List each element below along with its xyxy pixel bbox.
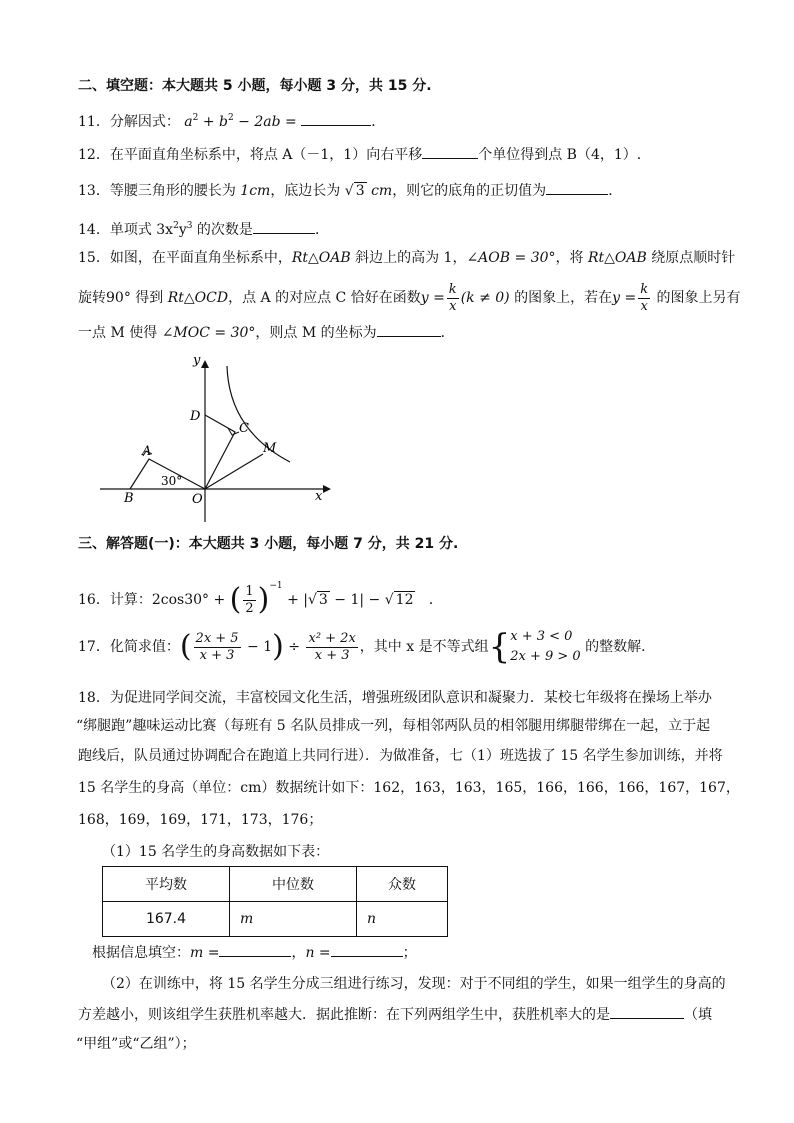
question-text: ，底边长为 (270, 183, 345, 199)
label-b: B (124, 491, 134, 506)
question-14 (78, 216, 329, 240)
angle-expr: ∠MOC = 30° (161, 325, 256, 341)
triangle-label: Rt△OAB (291, 250, 351, 266)
question-18-sub2-b (78, 1004, 712, 1025)
fraction-denominator: 2 (245, 600, 254, 616)
question-11: 11．分解因式： $a^2 + b^2 - 2ab$ = ． (78, 113, 386, 130)
answer-blank-n[interactable] (331, 942, 403, 957)
question-18-sub1: （1）15 名学生的身高数据如下表： (102, 844, 330, 860)
leg-length: 1cm (240, 183, 271, 199)
fraction-1 (194, 631, 241, 664)
unit: cm (371, 183, 393, 199)
fraction-denominator: x + 3 (199, 647, 235, 663)
question-text-cont: 个单位得到点 B（4，1）. (478, 147, 642, 163)
expr-term: + | (282, 592, 308, 608)
question-text: 方差越小，则该组学生获胜机率越大．据此推断：在下列两组学生中，获胜机率大的是 (78, 1007, 610, 1023)
question-18-p1 (78, 688, 712, 708)
radicand: 12 (395, 592, 414, 608)
question-text: 的图象上另有 (652, 290, 741, 306)
question-text: ，将 (555, 250, 588, 266)
cell-mode: n (357, 902, 448, 937)
function-condition: (k ≠ 0) (460, 290, 510, 306)
question-18-p5: 168，169，169，171，173，176； (78, 812, 323, 828)
label-a: A (142, 444, 152, 459)
cell-median: m (230, 902, 357, 937)
label-x: x (315, 489, 323, 504)
function-fraction (638, 282, 650, 315)
section-heading-fill-blank: 二、填空题：本大题共 5 小题，每小题 3 分，共 15 分. (78, 78, 432, 94)
fill-m-label: m = (190, 945, 220, 961)
fraction-2 (306, 631, 357, 664)
question-number: 12． (78, 147, 110, 163)
question-text: 斜边上的高为 1， (350, 250, 467, 266)
question-text: 的整数解． (580, 639, 656, 655)
question-18-p3: 跑线后，队员通过协调配合在跑道上共同行进）．为做准备，七（1）班选拔了 15 名学生参加训练，并将 (78, 748, 723, 764)
period: ． (428, 592, 443, 608)
question-18-sub2-a: （2）在训练中，将 15 名学生分成三组进行练习，发现：对于不同组的学生，如果一组学生的身高的 (102, 976, 726, 992)
answer-blank[interactable] (377, 322, 441, 337)
triangle-label: Rt△OCD (167, 290, 229, 306)
triangle-label: Rt△OAB (587, 250, 647, 266)
section-heading-solutions: 三、解答题(一)：本大题共 3 小题，每小题 7 分，共 21 分. (78, 536, 459, 552)
label-angle: 30° (161, 474, 183, 488)
inequality-1: x + 3 < 0 (510, 629, 573, 644)
question-text: ，点 A 的对应点 C 恰好在函数 (228, 290, 421, 306)
separator: ， (291, 945, 306, 961)
question-text: 为促进同学间交流，丰富校园文化生活，增强班级团队意识和凝聚力．某校七年级将在操场上举办 (109, 690, 712, 706)
half-fraction (243, 584, 255, 617)
fraction-numerator: x² + 2x (308, 630, 356, 646)
radicand: 3 (355, 183, 365, 199)
question-text: 计算： (109, 592, 152, 608)
question-text: 分解因式： (109, 114, 180, 130)
question-number: 15． (78, 250, 110, 266)
function-lhs: y = (420, 290, 445, 306)
answer-blank-m[interactable] (219, 942, 291, 957)
function-lhs: y = (612, 290, 637, 306)
header-median: 中位数 (230, 867, 357, 902)
header-mean: 平均数 (103, 867, 230, 902)
exponent: 3 (186, 221, 193, 231)
answer-blank[interactable] (253, 219, 315, 234)
question-text: 一点 M 使得 (78, 325, 162, 341)
period: ． (608, 183, 623, 199)
question-17: 17．化简求值：( $\frac{2x + 5}{x + 3}$ − 1) ÷ $\frac{\text{x² + 2x}}{x + 3}$ ，其中 x 是不等式组{ x + 3 < 0 2x + 9 > 0 的整数解． (78, 627, 656, 667)
answer-blank[interactable] (422, 144, 478, 159)
expr-term: − 1 (242, 639, 273, 655)
question-text: ，则点 M 的坐标为 (255, 325, 377, 341)
inequality-system (510, 627, 580, 667)
fraction-denominator: x (640, 298, 648, 314)
fraction-denominator: x + 3 (314, 647, 350, 663)
label-y: y (193, 353, 201, 368)
question-number: 16． (78, 592, 110, 608)
question-15-line2 (78, 280, 741, 316)
label-o: O (192, 492, 203, 507)
question-text: ，则它的底角的正切值为 (392, 183, 547, 199)
question-text: ，其中 x 是不等式组 (359, 639, 489, 655)
expr-a: a (184, 114, 193, 130)
fraction-numerator: k (448, 281, 457, 297)
cell-mean: 167.4 (103, 902, 230, 937)
question-text: 根据信息填空： (92, 945, 190, 961)
exponent: 2 (173, 221, 179, 231)
answer-blank[interactable] (610, 1004, 684, 1019)
answer-blank[interactable] (301, 111, 371, 126)
table-row (103, 902, 448, 937)
operator: ÷ (283, 639, 305, 655)
question-text: 如图，在平面直角坐标系中， (109, 250, 292, 266)
expr-term: 2cos30° + (151, 592, 230, 608)
question-text: 的次数是 (192, 222, 253, 238)
label-m: M (263, 441, 277, 456)
question-text: 的图象上，若在 (509, 290, 613, 306)
variable: y (178, 222, 187, 238)
radicand: 3 (318, 592, 328, 608)
exponent: −1 (269, 581, 283, 591)
question-15-line3 (78, 322, 455, 343)
question-18-p4: 15 名学生的身高（单位：cm）数据统计如下：162，163，163，165，166，166，166，167，167， (78, 780, 740, 796)
header-mode: 众数 (357, 867, 448, 902)
fraction-numerator: 2x + 5 (195, 630, 239, 646)
question-text: 化简求值： (109, 639, 180, 655)
fraction-numerator: k (640, 281, 649, 297)
question-18-sub2-c: “甲组”或“乙组”）； (76, 1036, 196, 1052)
stats-table (102, 866, 448, 937)
angle-expr: ∠AOB = 30° (466, 250, 556, 266)
question-text: 等腰三角形的腰长为 (109, 183, 241, 199)
inequality-2: 2x + 9 > 0 (510, 649, 581, 664)
x-axis-arrow-icon (323, 485, 331, 493)
function-fraction (447, 282, 459, 315)
question-text: 旋转90° 得到 (78, 290, 168, 306)
question-number: 18． (78, 690, 110, 706)
question-18-fill (92, 942, 417, 963)
label-c: C (239, 421, 249, 436)
question-number: 17． (78, 639, 110, 655)
semicolon: ； (402, 945, 417, 961)
question-text: 在平面直角坐标系中，将点 A（－1，1）向右平移 (109, 147, 423, 163)
question-number: 14． (78, 222, 110, 238)
question-15-line1 (78, 248, 735, 268)
label-d: D (190, 409, 201, 424)
period: ． (440, 325, 455, 341)
fraction-denominator: x (449, 298, 457, 314)
fraction-numerator: 1 (245, 583, 254, 599)
triangle-ocd (205, 415, 235, 489)
question-text: （填 (684, 1007, 712, 1023)
question-13: 13．等腰三角形的腰长为 1cm，底边长为 √ 3 cm，则它的底角的正切值为 ． (78, 180, 622, 201)
question-number: 11． (78, 114, 110, 130)
expr-b: b (219, 114, 228, 130)
period: ． (371, 114, 386, 130)
period: ． (314, 222, 329, 238)
fill-n-label: n = (305, 945, 331, 961)
question-text: 绕原点顺时针 (646, 250, 736, 266)
table-header-row (103, 867, 448, 902)
y-axis-arrow-icon (201, 360, 209, 368)
question-number: 13． (78, 183, 110, 199)
hyperbola-curve (227, 366, 290, 462)
question-12 (78, 144, 641, 165)
geometry-figure (95, 350, 335, 525)
expr-term: − 1| − (329, 592, 385, 608)
answer-blank[interactable] (546, 180, 608, 195)
expr-rest: − 2ab = (233, 114, 302, 130)
question-16: 16．计算：2cos30° + ( $\frac{1}{2}$ )$^{-1}$ + |√ 3 − 1| − √ 12 ． (78, 581, 443, 617)
question-18-p2: “绑腿跑”趣味运动比赛（每班有 5 名队员排成一列，每相邻两队员的相邻腿用绑腿带绑在一起，立于起 (76, 718, 711, 734)
question-text: 单项式 3x (109, 222, 174, 238)
